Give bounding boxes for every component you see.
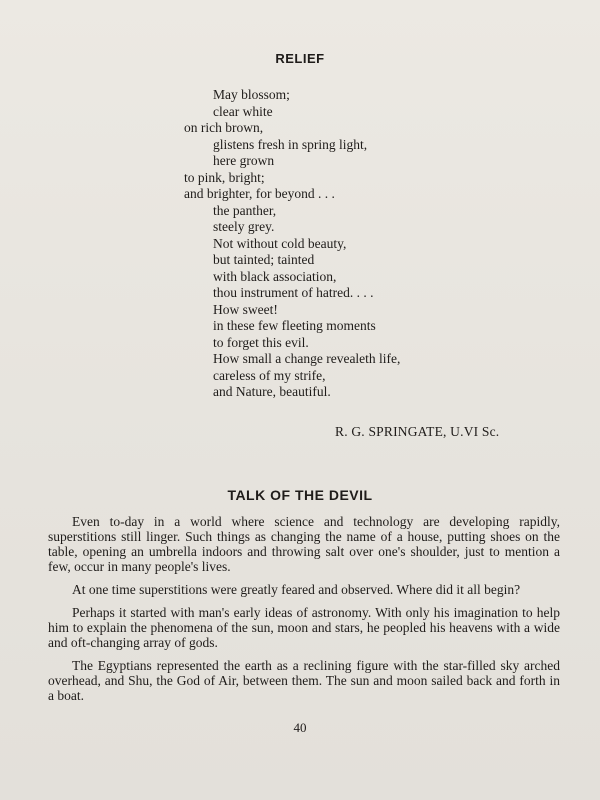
poem-line: How sweet! xyxy=(213,301,278,317)
poem-line: on rich brown, xyxy=(184,120,264,135)
poem-line: Not without cold beauty, xyxy=(213,235,347,251)
poem-line: with black association, xyxy=(213,268,337,284)
poem-title: RELIEF xyxy=(275,51,325,66)
poem-line: to pink, bright; xyxy=(184,169,265,185)
article-body xyxy=(48,514,560,711)
article-paragraph: At one time superstitions were greatly feared and observed. Where did it all begin? xyxy=(72,582,521,597)
poem-line: glistens fresh in spring light, xyxy=(213,136,368,152)
poem-line: steely grey. xyxy=(213,219,275,234)
article-paragraph: Perhaps it started with man's early ideas of astronomy. With only his imagination to help him to explain the phenomena of the sun, moon and stars, he peopled his heavens with a wide and oft-changing array of gods. xyxy=(48,605,560,650)
article-paragraph: Even to-day in a world where science and technology are developing rapidly, superstitions still linger. Such things as changing the name of a house, putting shoes on the table, opening an umbrella indoors and throwing salt over one's shoulder, just to mention a few, occur in many people's lives. xyxy=(48,514,560,574)
poem-line: clear white xyxy=(213,103,273,119)
poem-line: careless of my strife, xyxy=(213,367,326,383)
poem-line: here grown xyxy=(213,153,275,168)
poem-line: in these few fleeting moments xyxy=(213,318,376,333)
poem-body xyxy=(184,87,400,401)
poem-line: to forget this evil. xyxy=(213,334,309,350)
poem-line: the panther, xyxy=(213,202,277,218)
page-number: 40 xyxy=(293,720,307,735)
poem-line: but tainted; tainted xyxy=(213,252,315,267)
article-title: TALK OF THE DEVIL xyxy=(227,487,373,503)
article-paragraph: The Egyptians represented the earth as a reclining figure with the star-filled sky arched overhead, and Shu, the God of Air, between them. The sun and moon sailed back and forth in a boat. xyxy=(48,658,560,703)
poem-line: and brighter, for beyond . . . xyxy=(184,186,335,201)
poem-line: and Nature, beautiful. xyxy=(213,384,331,399)
poem-line: May blossom; xyxy=(213,87,290,102)
poem-line: How small a change revealeth life, xyxy=(213,351,401,366)
poem-line: thou instrument of hatred. . . . xyxy=(213,285,374,300)
poem-author: R. G. SPRINGATE, U.VI Sc. xyxy=(335,424,500,439)
